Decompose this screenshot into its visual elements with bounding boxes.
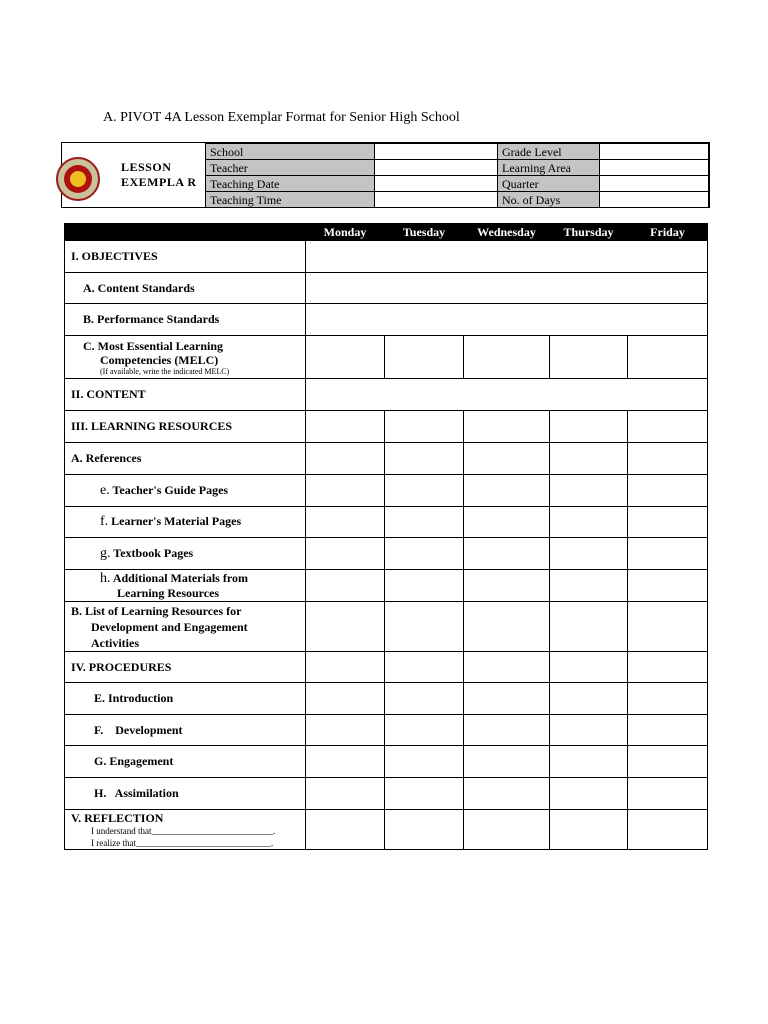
teachers-guide-monday-cell[interactable] [306,475,385,507]
day-header-thursday: Thursday [550,224,628,241]
reflection-wednesday-cell[interactable] [464,810,550,850]
melc-line-2: Competencies (MELC) [100,352,219,367]
list-resources-wednesday-cell[interactable] [464,602,550,652]
textbook-wednesday-cell[interactable] [464,538,550,570]
reflection-friday-cell[interactable] [628,810,708,850]
reflection-thursday-cell[interactable] [550,810,628,850]
assimilation-monday-cell[interactable] [306,778,385,810]
row-label-development: F. Development [65,715,306,746]
melc-thursday-cell[interactable] [550,336,628,379]
learning-resources-tuesday-cell[interactable] [385,411,464,443]
references-thursday-cell[interactable] [550,443,628,475]
procedures-wednesday-cell[interactable] [464,652,550,683]
assimilation-tuesday-cell[interactable] [385,778,464,810]
learning-resources-monday-cell[interactable] [306,411,385,443]
development-monday-cell[interactable] [306,715,385,746]
melc-note: (If available, write the indicated MELC) [100,366,230,376]
lesson-header-block [61,142,710,208]
additional-materials-thursday-cell[interactable] [550,570,628,602]
reflection-line-realize: I realize that______________________________. [91,838,274,848]
teachers-guide-tuesday-cell[interactable] [385,475,464,507]
introduction-friday-cell[interactable] [628,683,708,715]
melc-friday-cell[interactable] [628,336,708,379]
textbook-monday-cell[interactable] [306,538,385,570]
engagement-thursday-cell[interactable] [550,746,628,778]
row-label-performance-standards: B. Performance Standards [65,304,306,336]
info-label-learning-area: Learning Area [498,160,600,176]
day-header-monday: Monday [306,224,385,241]
learners-material-thursday-cell[interactable] [550,507,628,538]
learning-resources-thursday-cell[interactable] [550,411,628,443]
additional-materials-tuesday-cell[interactable] [385,570,464,602]
engagement-monday-cell[interactable] [306,746,385,778]
row-label-list-of-learning-resources [65,602,306,652]
reflection-monday-cell[interactable] [306,810,385,850]
list-resources-line-1: B. List of Learning Resources for [71,603,242,618]
introduction-wednesday-cell[interactable] [464,683,550,715]
introduction-tuesday-cell[interactable] [385,683,464,715]
list-resources-monday-cell[interactable] [306,602,385,652]
procedures-monday-cell[interactable] [306,652,385,683]
melc-tuesday-cell[interactable] [385,336,464,379]
row-label-objectives: I. OBJECTIVES [65,241,306,273]
info-label-grade-level: Grade Level [498,144,600,160]
document-title: A. PIVOT 4A Lesson Exemplar Format for Senior High School [103,110,460,125]
introduction-thursday-cell[interactable] [550,683,628,715]
textbook-tuesday-cell[interactable] [385,538,464,570]
content-cell[interactable] [306,379,708,411]
procedures-friday-cell[interactable] [628,652,708,683]
info-label-no-of-days: No. of Days [498,192,600,208]
teachers-guide-wednesday-cell[interactable] [464,475,550,507]
lesson-exemplar-label: LESSON EXEMPLA R [121,160,197,189]
row-label-additional-materials [65,570,306,602]
assimilation-thursday-cell[interactable] [550,778,628,810]
learners-material-label: Learner's Material Pages [111,514,242,528]
development-thursday-cell[interactable] [550,715,628,746]
corner-header [65,224,306,241]
content-standards-cell[interactable] [306,273,708,304]
info-label-teacher: Teacher [206,160,375,176]
textbook-lead: g. [100,545,111,561]
list-resources-line-3: Activities [91,635,139,650]
learning-resources-friday-cell[interactable] [628,411,708,443]
additional-materials-monday-cell[interactable] [306,570,385,602]
procedures-thursday-cell[interactable] [550,652,628,683]
additional-materials-line-2: Learning Resources [117,585,220,600]
assimilation-friday-cell[interactable] [628,778,708,810]
learners-material-wednesday-cell[interactable] [464,507,550,538]
info-label-school: School [206,144,375,160]
day-header-friday: Friday [628,224,708,241]
row-label-teachers-guide [65,475,306,507]
row-label-reflection [65,810,306,850]
objectives-cell[interactable] [306,241,708,273]
learners-material-lead: f. [100,514,109,529]
melc-line-1: C. Most Essential Learning [83,338,224,353]
info-value-school[interactable] [375,144,498,160]
references-wednesday-cell[interactable] [464,443,550,475]
row-label-content: II. CONTENT [65,379,306,411]
row-label-engagement: G. Engagement [65,746,306,778]
development-friday-cell[interactable] [628,715,708,746]
teachers-guide-label: Teacher's Guide Pages [112,482,229,497]
row-label-content-standards: A. Content Standards [65,273,306,304]
engagement-friday-cell[interactable] [628,746,708,778]
introduction-monday-cell[interactable] [306,683,385,715]
learners-material-tuesday-cell[interactable] [385,507,464,538]
development-tuesday-cell[interactable] [385,715,464,746]
references-tuesday-cell[interactable] [385,443,464,475]
list-resources-thursday-cell[interactable] [550,602,628,652]
development-wednesday-cell[interactable] [464,715,550,746]
textbook-friday-cell[interactable] [628,538,708,570]
additional-materials-line-1: Additional Materials from [112,570,248,585]
info-value-grade-level[interactable] [600,144,709,160]
info-label-teaching-time: Teaching Time [206,192,375,208]
list-resources-tuesday-cell[interactable] [385,602,464,652]
additional-materials-lead: h. [100,570,111,586]
row-label-introduction: E. Introduction [65,683,306,715]
info-value-teaching-date[interactable] [375,176,498,192]
list-resources-line-2: Development and Engagement [91,619,248,634]
teachers-guide-thursday-cell[interactable] [550,475,628,507]
row-label-assimilation: H. Assimilation [65,778,306,810]
day-header-wednesday: Wednesday [464,224,550,241]
row-label-melc [65,336,306,379]
reflection-title: V. REFLECTION [71,811,164,825]
additional-materials-friday-cell[interactable] [628,570,708,602]
melc-wednesday-cell[interactable] [464,336,550,379]
additional-materials-wednesday-cell[interactable] [464,570,550,602]
learners-material-monday-cell[interactable] [306,507,385,538]
lesson-info-table [205,143,709,208]
row-label-textbook [65,538,306,570]
row-label-learners-material [65,507,306,538]
references-friday-cell[interactable] [628,443,708,475]
textbook-label: Textbook Pages [113,545,194,560]
info-value-quarter[interactable] [600,176,709,192]
info-value-learning-area[interactable] [600,160,709,176]
school-seal-icon [56,157,100,201]
info-value-teacher[interactable] [375,160,498,176]
teachers-guide-friday-cell[interactable] [628,475,708,507]
reflection-line-understand: I understand that___________________________. [91,826,276,836]
textbook-thursday-cell[interactable] [550,538,628,570]
info-value-no-of-days[interactable] [600,192,709,208]
learners-material-friday-cell[interactable] [628,507,708,538]
day-header-tuesday: Tuesday [385,224,464,241]
assimilation-wednesday-cell[interactable] [464,778,550,810]
row-label-procedures: IV. PROCEDURES [65,652,306,683]
info-label-quarter: Quarter [498,176,600,192]
info-label-teaching-date: Teaching Date [206,176,375,192]
references-monday-cell[interactable] [306,443,385,475]
performance-standards-cell[interactable] [306,304,708,336]
teachers-guide-lead: e. [100,482,110,498]
lesson-plan-table [64,223,708,850]
info-value-teaching-time[interactable] [375,192,498,208]
reflection-tuesday-cell[interactable] [385,810,464,850]
engagement-wednesday-cell[interactable] [464,746,550,778]
row-label-references: A. References [65,443,306,475]
procedures-tuesday-cell[interactable] [385,652,464,683]
engagement-tuesday-cell[interactable] [385,746,464,778]
learning-resources-wednesday-cell[interactable] [464,411,550,443]
list-resources-friday-cell[interactable] [628,602,708,652]
melc-monday-cell[interactable] [306,336,385,379]
row-label-learning-resources: III. LEARNING RESOURCES [65,411,306,443]
